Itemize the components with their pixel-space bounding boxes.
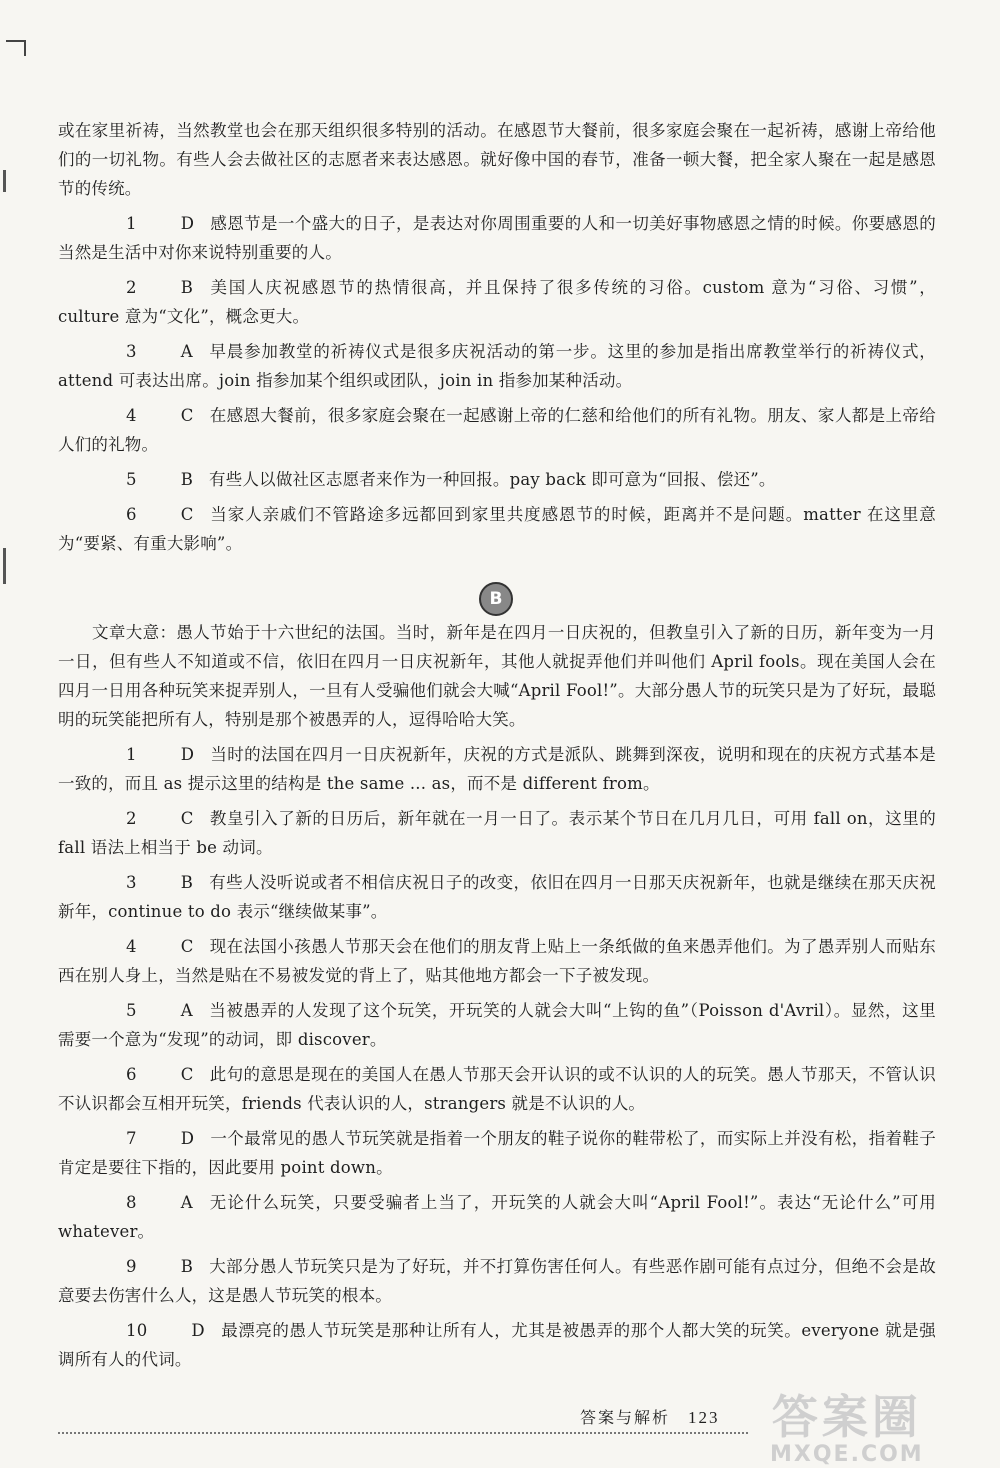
section-a: [58, 116, 936, 558]
answer-explanation: 有些人以做社区志愿者来作为一种回报。pay back 即可意为“回报、偿还”。: [209, 470, 776, 489]
answer-item: [58, 932, 936, 990]
answer-choice: A: [180, 342, 193, 361]
scan-edge-mark: [3, 548, 6, 584]
answer-explanation: 美国人庆祝感恩节的热情很高，并且保持了很多传统的习俗。custom 意为“习俗、习惯”，culture 意为“文化”，概念更大。: [58, 278, 936, 326]
answer-number: 2: [126, 278, 137, 297]
answer-choice: D: [180, 214, 195, 233]
page-number: 123: [688, 1408, 720, 1427]
answer-choice: C: [180, 1065, 194, 1084]
answer-explanation: 一个最常见的愚人节玩笑就是指着一个朋友的鞋子说你的鞋带松了，而实际上并没有松，指着鞋子肯定是要往下指的，因此要用 point down。: [58, 1129, 936, 1177]
answer-choice: A: [180, 1193, 193, 1212]
section-b-badge: B: [479, 582, 513, 616]
answer-choice: C: [180, 937, 194, 956]
answer-number: 4: [126, 406, 137, 425]
answer-explanation: 感恩节是一个盛大的日子，是表达对你周围重要的人和一切美好事物感恩之情的时候。你要感恩的当然是生活中对你来说特别重要的人。: [58, 214, 936, 262]
answer-explanation: 最漂亮的愚人节玩笑是那种让所有人，尤其是被愚弄的那个人都大笑的玩笑。everyone 就是强调所有人的代词。: [58, 1321, 936, 1369]
watermark-main-text: 答案圈: [771, 1390, 922, 1444]
section-b-summary: 文章大意：愚人节始于十六世纪的法国。当时，新年是在四月一日庆祝的，但教皇引入了新的日历，新年变为一月一日，但有些人不知道或不信，依旧在四月一日庆祝新年，其他人就捉弄他们并叫他们 April fools。现在美国人会在四月一日用各种玩笑来捉弄别人，一旦有人受骗他们就会大喊“April Fool!”。大部分愚人节的玩笑只是为了好玩，最聪明的玩笑能把所有人，特别是那个被愚弄的人，逗得哈哈大笑。: [58, 623, 936, 729]
answer-explanation: 当家人亲戚们不管路途多远都回到家里共度感恩节的时候，距离并不是问题。matter 在这里意为“要紧、有重大影响”。: [58, 505, 936, 553]
answer-number: 1: [126, 214, 137, 233]
answer-item: [58, 868, 936, 926]
answer-choice: C: [180, 809, 194, 828]
answer-number: 8: [126, 1193, 137, 1212]
answer-item: [58, 465, 936, 494]
section-a-answer-list: [58, 209, 936, 558]
answer-choice: B: [180, 1257, 194, 1276]
answer-explanation: 在感恩大餐前，很多家庭会聚在一起感谢上帝的仁慈和给他们的所有礼物。朋友、家人都是上帝给人们的礼物。: [58, 406, 936, 454]
answer-number: 3: [126, 342, 137, 361]
answer-item: [58, 996, 936, 1054]
watermark-logo: [770, 1392, 924, 1467]
answer-item: [58, 209, 936, 267]
answer-item: [58, 337, 936, 395]
answer-item: [58, 1124, 936, 1182]
answer-item: [58, 804, 936, 862]
footer-dotted-rule: [58, 1432, 748, 1434]
answer-item: [58, 1060, 936, 1118]
answer-item: [58, 500, 936, 558]
answer-item: [58, 1188, 936, 1246]
answer-explanation: 大部分愚人节玩笑只是为了好玩，并不打算伤害任何人。有些恶作剧可能有点过分，但绝不会是故意要去伤害什么人，这是愚人节玩笑的根本。: [58, 1257, 936, 1305]
answer-explanation: 有些人没听说或者不相信庆祝日子的改变，依旧在四月一日那天庆祝新年，也就是继续在那天庆祝新年，continue to do 表示“继续做某事”。: [58, 873, 936, 921]
answer-number: 5: [126, 1001, 137, 1020]
scan-edge-mark: [3, 170, 6, 192]
answer-number: 9: [126, 1257, 137, 1276]
answer-item: [58, 1252, 936, 1310]
answer-number: 6: [126, 1065, 137, 1084]
answer-choice: D: [191, 1321, 205, 1340]
answer-choice: D: [180, 745, 195, 764]
answer-explanation: 无论什么玩笑，只要受骗者上当了，开玩笑的人就会大叫“April Fool!”。表达“无论什么”可用 whatever。: [58, 1193, 936, 1241]
answer-item: [58, 273, 936, 331]
answer-item: [58, 401, 936, 459]
answer-number: 10: [126, 1321, 148, 1340]
answer-number: 4: [126, 937, 137, 956]
answer-explanation: 现在法国小孩愚人节那天会在他们的朋友背上贴上一条纸做的鱼来愚弄他们。为了愚弄别人而贴东西在别人身上，当然是贴在不易被发觉的背上了，贴其他地方都会一下子被发现。: [58, 937, 936, 985]
answer-choice: C: [180, 505, 194, 524]
page-footer: [580, 1405, 720, 1428]
answer-explanation: 当被愚弄的人发现了这个玩笑，开玩笑的人就会大叫“上钩的鱼”（Poisson d'Avril）。显然，这里需要一个意为“发现”的动词，即 discover。: [58, 1001, 936, 1049]
answer-number: 2: [126, 809, 137, 828]
footer-label: 答案与解析: [580, 1408, 671, 1427]
answer-explanation: 早晨参加教堂的祈祷仪式是很多庆祝活动的第一步。这里的参加是指出席教堂举行的祈祷仪式，attend 可表达出席。join 指参加某个组织或团队，join in 指参加某种活动。: [58, 342, 936, 390]
answer-choice: B: [180, 873, 194, 892]
answer-number: 3: [126, 873, 137, 892]
answer-choice: B: [180, 278, 194, 297]
answer-explanation: 此句的意思是现在的美国人在愚人节那天会开认识的或不认识的人的玩笑。愚人节那天，不管认识不认识都会互相开玩笑，friends 代表认识的人，strangers 就是不认识的人。: [58, 1065, 936, 1113]
answer-choice: B: [180, 470, 194, 489]
answer-number: 5: [126, 470, 137, 489]
answer-item: [58, 1316, 936, 1374]
answer-number: 7: [126, 1129, 137, 1148]
answer-explanation: 教皇引入了新的日历后，新年就在一月一日了。表示某个节日在几月几日，可用 fall on，这里的 fall 语法上相当于 be 动词。: [58, 809, 936, 857]
answer-number: 6: [126, 505, 137, 524]
answer-choice: A: [180, 1001, 193, 1020]
answer-number: 1: [126, 745, 137, 764]
answer-item: [58, 740, 936, 798]
section-a-intro: 或在家里祈祷，当然教堂也会在那天组织很多特别的活动。在感恩节大餐前，很多家庭会聚在一起祈祷，感谢上帝给他们的一切礼物。有些人会去做社区的志愿者来表达感恩。就好像中国的春节，准备一顿大餐，把全家人聚在一起是感恩节的传统。: [58, 121, 936, 198]
section-b-answer-list: [58, 740, 936, 1374]
watermark-sub-text: MXQE.COM: [770, 1442, 924, 1467]
answer-explanation: 当时的法国在四月一日庆祝新年，庆祝的方式是派队、跳舞到深夜，说明和现在的庆祝方式基本是一致的，而且 as 提示这里的结构是 the same ... as，而不是 different from。: [58, 745, 936, 793]
page-corner-mark: [6, 40, 26, 56]
answer-choice: D: [180, 1129, 195, 1148]
section-b: [58, 618, 936, 1374]
answer-choice: C: [180, 406, 194, 425]
